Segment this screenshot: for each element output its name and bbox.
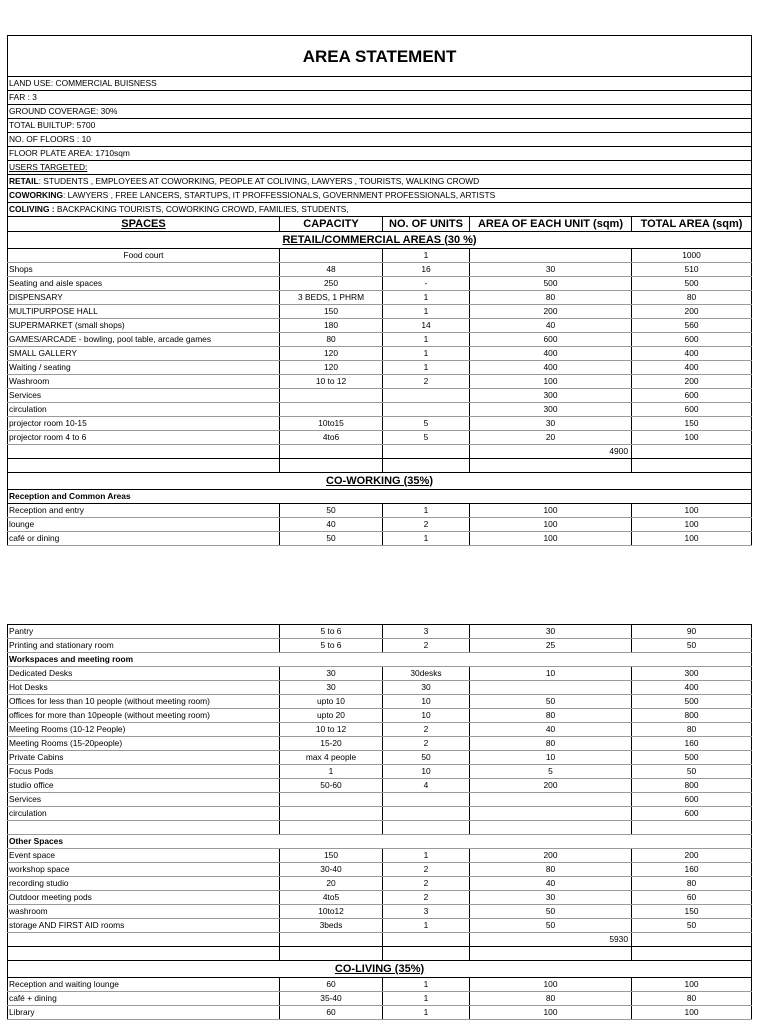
total-cell: 400 <box>632 347 752 361</box>
area-cell: 80 <box>470 291 632 305</box>
units-cell: 1 <box>383 333 470 347</box>
total-cell: 400 <box>632 361 752 375</box>
capacity-cell <box>280 793 383 807</box>
space-cell: offices for more than 10people (without meeting room) <box>8 709 280 723</box>
area-cell: 100 <box>470 518 632 532</box>
info-row <box>8 147 752 161</box>
capacity-cell: 40 <box>280 518 383 532</box>
table-row <box>8 877 752 891</box>
space-cell: Reception and entry <box>8 504 280 518</box>
subsection-other-cell: Other Spaces <box>8 835 752 849</box>
units-cell: 1 <box>383 849 470 863</box>
area-cell: 200 <box>470 849 632 863</box>
area-cell: 30 <box>470 891 632 905</box>
user-group-text: : STUDENTS , EMPLOYEES AT COWORKING, PEOPLE AT COLIVING, LAWYERS , TOURISTS, WALKING CROWD <box>38 176 480 186</box>
units-cell <box>383 389 470 403</box>
space-cell: Seating and aisle spaces <box>8 277 280 291</box>
table-row <box>8 849 752 863</box>
space-cell: Dedicated Desks <box>8 667 280 681</box>
units-cell: 1 <box>383 249 470 263</box>
units-cell: 2 <box>383 723 470 737</box>
table-row <box>8 361 752 375</box>
subtotal-value: 5930 <box>470 933 632 947</box>
units-cell: 3 <box>383 905 470 919</box>
capacity-cell: 150 <box>280 849 383 863</box>
total-cell: 80 <box>632 877 752 891</box>
info-row <box>8 105 752 119</box>
capacity-cell: 3 BEDS, 1 PHRM <box>280 291 383 305</box>
capacity-cell: 10to12 <box>280 905 383 919</box>
capacity-cell <box>280 403 383 417</box>
units-cell <box>383 807 470 821</box>
area-cell <box>470 793 632 807</box>
users-row <box>8 175 752 189</box>
units-cell: 2 <box>383 863 470 877</box>
table-row <box>8 532 752 546</box>
table-row <box>8 751 752 765</box>
info-row-cell: GROUND COVERAGE: 30% <box>8 105 752 119</box>
total-cell: 510 <box>632 263 752 277</box>
units-cell: 1 <box>383 978 470 992</box>
table-row <box>8 518 752 532</box>
capacity-cell: 60 <box>280 978 383 992</box>
space-cell: Reception and waiting lounge <box>8 978 280 992</box>
total-cell: 80 <box>632 992 752 1006</box>
units-cell: 50 <box>383 751 470 765</box>
space-cell: Focus Pods <box>8 765 280 779</box>
table-row <box>8 737 752 751</box>
table-row <box>8 891 752 905</box>
table-row <box>8 417 752 431</box>
units-cell: 1 <box>383 1006 470 1020</box>
subsection-other <box>8 835 752 849</box>
info-row <box>8 77 752 91</box>
table-row <box>8 793 752 807</box>
total-cell: 600 <box>632 389 752 403</box>
total-cell: 500 <box>632 695 752 709</box>
space-cell: café or dining <box>8 532 280 546</box>
header-total-area: TOTAL AREA (sqm) <box>632 217 752 232</box>
space-cell: washroom <box>8 905 280 919</box>
info-row-cell: FAR : 3 <box>8 91 752 105</box>
capacity-cell: 30 <box>280 681 383 695</box>
total-cell: 560 <box>632 319 752 333</box>
capacity-cell: 120 <box>280 347 383 361</box>
table-row <box>8 1006 752 1020</box>
space-cell: storage AND FIRST AID rooms <box>8 919 280 933</box>
subtotal-row <box>8 933 752 947</box>
total-cell: 100 <box>632 431 752 445</box>
units-cell: 2 <box>383 639 470 653</box>
total-cell: 400 <box>632 681 752 695</box>
area-cell: 50 <box>470 695 632 709</box>
table-row <box>8 639 752 653</box>
units-cell <box>383 793 470 807</box>
info-row <box>8 119 752 133</box>
capacity-cell: upto 20 <box>280 709 383 723</box>
table-row <box>8 681 752 695</box>
user-group-text: BACKPACKING TOURISTS, COWORKING CROWD, FAMILIES, STUDENTS, <box>54 204 349 214</box>
total-cell: 200 <box>632 375 752 389</box>
blank-row <box>8 821 752 835</box>
space-cell: Pantry <box>8 625 280 639</box>
capacity-cell: max 4 people <box>280 751 383 765</box>
space-cell: Offices for less than 10 people (without meeting room) <box>8 695 280 709</box>
table-row <box>8 919 752 933</box>
area-cell: 500 <box>470 277 632 291</box>
units-cell: 3 <box>383 625 470 639</box>
subsection-workspaces <box>8 653 752 667</box>
area-cell: 40 <box>470 723 632 737</box>
total-cell: 600 <box>632 807 752 821</box>
units-cell: 1 <box>383 347 470 361</box>
capacity-cell: 10to15 <box>280 417 383 431</box>
capacity-cell: 180 <box>280 319 383 333</box>
table-row <box>8 291 752 305</box>
total-cell: 50 <box>632 639 752 653</box>
area-cell: 100 <box>470 1006 632 1020</box>
total-cell: 800 <box>632 779 752 793</box>
table-row <box>8 305 752 319</box>
section-title-coliving <box>8 961 752 978</box>
space-cell: Hot Desks <box>8 681 280 695</box>
table-row <box>8 263 752 277</box>
units-cell: 1 <box>383 361 470 375</box>
space-cell: Waiting / seating <box>8 361 280 375</box>
area-cell: 400 <box>470 361 632 375</box>
units-cell: 10 <box>383 709 470 723</box>
table-row <box>8 504 752 518</box>
area-cell: 300 <box>470 403 632 417</box>
units-cell: 30desks <box>383 667 470 681</box>
capacity-cell: 3beds <box>280 919 383 933</box>
space-cell: circulation <box>8 403 280 417</box>
header-capacity: CAPACITY <box>280 217 383 232</box>
capacity-cell: 4to6 <box>280 431 383 445</box>
table-row <box>8 389 752 403</box>
space-cell: workshop space <box>8 863 280 877</box>
space-cell: Outdoor meeting pods <box>8 891 280 905</box>
capacity-cell: 30-40 <box>280 863 383 877</box>
table-row <box>8 333 752 347</box>
area-cell: 100 <box>470 978 632 992</box>
table-row <box>8 667 752 681</box>
capacity-cell: 150 <box>280 305 383 319</box>
capacity-cell <box>280 389 383 403</box>
capacity-cell: 50 <box>280 504 383 518</box>
total-cell: 80 <box>632 723 752 737</box>
area-cell: 100 <box>470 532 632 546</box>
users-row <box>8 203 752 217</box>
area-cell: 300 <box>470 389 632 403</box>
user-group-label: COWORKING <box>9 190 63 200</box>
space-cell: Shops <box>8 263 280 277</box>
area-cell: 80 <box>470 992 632 1006</box>
capacity-cell: 80 <box>280 333 383 347</box>
user-group-label: COLIVING : <box>9 204 55 214</box>
area-cell: 100 <box>470 375 632 389</box>
section-title-retail-cell: RETAIL/COMMERCIAL AREAS (30 %) <box>8 232 752 249</box>
area-cell: 100 <box>470 504 632 518</box>
capacity-cell: 35-40 <box>280 992 383 1006</box>
area-cell: 30 <box>470 625 632 639</box>
info-row-cell: LAND USE: COMMERCIAL BUISNESS <box>8 77 752 91</box>
area-cell: 200 <box>470 779 632 793</box>
table-row <box>8 403 752 417</box>
area-cell <box>470 807 632 821</box>
space-cell: Washroom <box>8 375 280 389</box>
total-cell: 60 <box>632 891 752 905</box>
space-cell: Event space <box>8 849 280 863</box>
total-cell: 300 <box>632 667 752 681</box>
table-row <box>8 978 752 992</box>
space-cell: DISPENSARY <box>8 291 280 305</box>
area-cell: 80 <box>470 863 632 877</box>
capacity-cell <box>280 807 383 821</box>
space-cell: circulation <box>8 807 280 821</box>
capacity-cell: 10 to 12 <box>280 375 383 389</box>
area-cell: 20 <box>470 431 632 445</box>
space-cell: Services <box>8 793 280 807</box>
info-row <box>8 161 752 175</box>
units-cell: 1 <box>383 992 470 1006</box>
total-cell: 100 <box>632 518 752 532</box>
section-title-retail <box>8 232 752 249</box>
units-cell: 10 <box>383 695 470 709</box>
total-cell: 80 <box>632 291 752 305</box>
total-cell: 50 <box>632 919 752 933</box>
total-cell: 50 <box>632 765 752 779</box>
capacity-cell: 1 <box>280 765 383 779</box>
total-cell: 600 <box>632 403 752 417</box>
space-cell: Meeting Rooms (10-12 People) <box>8 723 280 737</box>
page-title <box>8 36 752 77</box>
area-cell: 30 <box>470 417 632 431</box>
user-group-label: RETAIL <box>9 176 39 186</box>
table-row <box>8 695 752 709</box>
space-cell: Library <box>8 1006 280 1020</box>
info-row-cell: USERS TARGETED: <box>8 161 752 175</box>
total-cell: 200 <box>632 305 752 319</box>
total-cell: 100 <box>632 532 752 546</box>
capacity-cell: 30 <box>280 667 383 681</box>
subsection-reception <box>8 490 752 504</box>
total-cell: 90 <box>632 625 752 639</box>
units-cell: 10 <box>383 765 470 779</box>
area-cell: 600 <box>470 333 632 347</box>
total-cell: 150 <box>632 417 752 431</box>
area-cell: 400 <box>470 347 632 361</box>
units-cell: 14 <box>383 319 470 333</box>
table-row <box>8 992 752 1006</box>
space-cell: SMALL GALLERY <box>8 347 280 361</box>
space-cell: Printing and stationary room <box>8 639 280 653</box>
area-cell: 80 <box>470 709 632 723</box>
info-row-cell: NO. OF FLOORS : 10 <box>8 133 752 147</box>
subtotal-value: 4900 <box>470 445 632 459</box>
subtotal-row <box>8 445 752 459</box>
space-cell: projector room 4 to 6 <box>8 431 280 445</box>
units-cell: 16 <box>383 263 470 277</box>
total-cell: 100 <box>632 504 752 518</box>
section-title-coliving-cell: CO-LIVING (35%) <box>8 961 752 978</box>
blank-row <box>8 459 752 473</box>
space-cell: lounge <box>8 518 280 532</box>
info-row <box>8 91 752 105</box>
total-cell: 800 <box>632 709 752 723</box>
units-cell: 1 <box>383 504 470 518</box>
units-cell: 2 <box>383 877 470 891</box>
capacity-cell: 48 <box>280 263 383 277</box>
units-cell: 1 <box>383 919 470 933</box>
info-row-cell: TOTAL BUILTUP: 5700 <box>8 119 752 133</box>
capacity-cell: 15-20 <box>280 737 383 751</box>
blank-row <box>8 947 752 961</box>
table-row <box>8 319 752 333</box>
units-cell: 2 <box>383 518 470 532</box>
header-units: NO. OF UNITS <box>383 217 470 232</box>
space-cell: GAMES/ARCADE - bowling, pool table, arcade games <box>8 333 280 347</box>
area-cell: 40 <box>470 877 632 891</box>
units-cell <box>383 403 470 417</box>
units-cell: 1 <box>383 532 470 546</box>
total-cell: 600 <box>632 333 752 347</box>
area-cell: 10 <box>470 751 632 765</box>
space-cell: SUPERMARKET (small shops) <box>8 319 280 333</box>
capacity-cell: 5 to 6 <box>280 639 383 653</box>
area-cell: 200 <box>470 305 632 319</box>
section-title-coworking <box>8 473 752 490</box>
units-cell: 5 <box>383 431 470 445</box>
users-row <box>8 189 752 203</box>
capacity-cell: 250 <box>280 277 383 291</box>
units-cell: 2 <box>383 737 470 751</box>
table-row <box>8 723 752 737</box>
total-cell: 200 <box>632 849 752 863</box>
total-cell: 1000 <box>632 249 752 263</box>
space-cell: Meeting Rooms (15-20people) <box>8 737 280 751</box>
total-cell: 160 <box>632 863 752 877</box>
total-cell: 100 <box>632 1006 752 1020</box>
space-cell: studio office <box>8 779 280 793</box>
total-cell: 500 <box>632 277 752 291</box>
table-row <box>8 347 752 361</box>
units-cell: 2 <box>383 891 470 905</box>
table-row <box>8 375 752 389</box>
units-cell: 30 <box>383 681 470 695</box>
area-cell: 50 <box>470 905 632 919</box>
area-cell <box>470 249 632 263</box>
area-cell: 5 <box>470 765 632 779</box>
total-cell: 100 <box>632 978 752 992</box>
area-cell: 80 <box>470 737 632 751</box>
table-row <box>8 277 752 291</box>
capacity-cell: 4to5 <box>280 891 383 905</box>
capacity-cell: 120 <box>280 361 383 375</box>
capacity-cell: 20 <box>280 877 383 891</box>
column-header-row <box>8 217 752 232</box>
area-cell: 10 <box>470 667 632 681</box>
capacity-cell: upto 10 <box>280 695 383 709</box>
capacity-cell: 50 <box>280 532 383 546</box>
capacity-cell: 60 <box>280 1006 383 1020</box>
info-row-cell: FLOOR PLATE AREA: 1710sqm <box>8 147 752 161</box>
section-title-coworking-cell: CO-WORKING (35%) <box>8 473 752 490</box>
total-cell: 500 <box>632 751 752 765</box>
space-cell: MULTIPURPOSE HALL <box>8 305 280 319</box>
space-cell: Private Cabins <box>8 751 280 765</box>
total-cell: 150 <box>632 905 752 919</box>
capacity-cell: 50-60 <box>280 779 383 793</box>
user-group-text: : LAWYERS , FREE LANCERS, STARTUPS, IT PROFFESSIONALS, GOVERNMENT PROFESSIONALS, ARTISTS <box>62 190 496 200</box>
units-cell: 2 <box>383 375 470 389</box>
units-cell: - <box>383 277 470 291</box>
table-row <box>8 807 752 821</box>
area-cell <box>470 681 632 695</box>
area-statement-sheet <box>7 35 751 1020</box>
table-row <box>8 779 752 793</box>
subsection-workspaces-cell: Workspaces and meeting room <box>8 653 752 667</box>
table-row <box>8 249 752 263</box>
total-cell: 160 <box>632 737 752 751</box>
space-cell: projector room 10-15 <box>8 417 280 431</box>
table-row <box>8 625 752 639</box>
total-cell: 600 <box>632 793 752 807</box>
space-cell: recording studio <box>8 877 280 891</box>
area-cell: 25 <box>470 639 632 653</box>
area-cell: 30 <box>470 263 632 277</box>
info-row <box>8 133 752 147</box>
area-statement-table <box>7 35 752 1020</box>
area-cell: 50 <box>470 919 632 933</box>
space-cell: café + dining <box>8 992 280 1006</box>
table-row <box>8 431 752 445</box>
page-title-cell: AREA STATEMENT <box>8 36 752 77</box>
header-spaces: SPACES <box>8 217 280 232</box>
table-row <box>8 709 752 723</box>
space-cell: Food court <box>8 249 280 263</box>
capacity-cell: 10 to 12 <box>280 723 383 737</box>
area-cell: 40 <box>470 319 632 333</box>
table-row <box>8 905 752 919</box>
units-cell: 1 <box>383 291 470 305</box>
capacity-cell: 5 to 6 <box>280 625 383 639</box>
page-break-gap <box>8 546 752 625</box>
header-area-each: AREA OF EACH UNIT (sqm) <box>470 217 632 232</box>
units-cell: 4 <box>383 779 470 793</box>
space-cell: Services <box>8 389 280 403</box>
capacity-cell <box>280 249 383 263</box>
table-row <box>8 863 752 877</box>
units-cell: 1 <box>383 305 470 319</box>
units-cell: 5 <box>383 417 470 431</box>
table-row <box>8 765 752 779</box>
subsection-reception-cell: Reception and Common Areas <box>8 490 752 504</box>
